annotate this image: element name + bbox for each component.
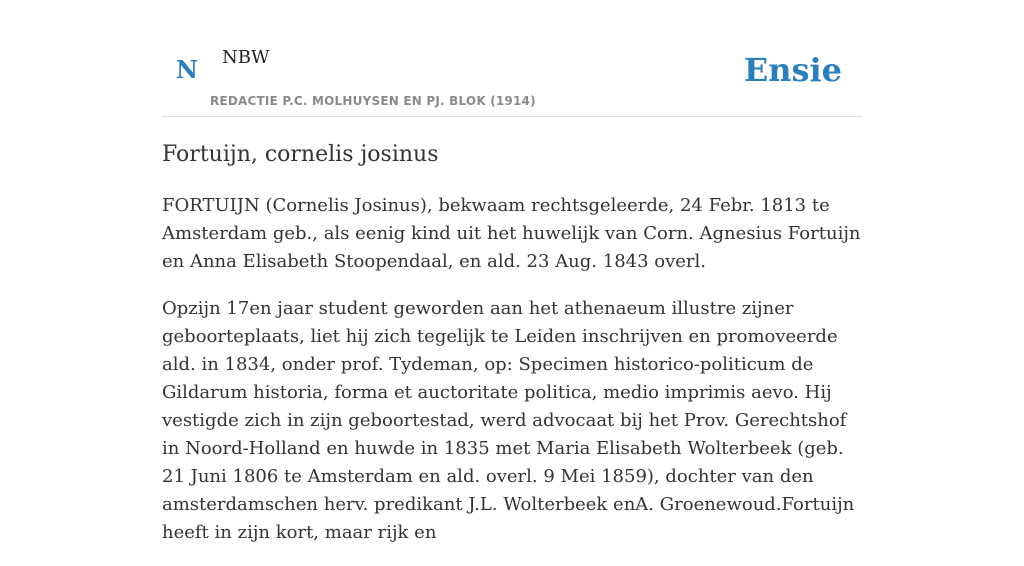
article-body bbox=[162, 192, 862, 566]
source-name[interactable]: NBW bbox=[222, 47, 270, 68]
article-title: Fortuijn, cornelis josinus bbox=[162, 142, 439, 167]
source-logo[interactable]: N bbox=[176, 55, 198, 84]
header bbox=[162, 0, 862, 117]
source-subtitle: REDACTIE P.C. MOLHUYSEN EN PJ. BLOK (1914) bbox=[210, 94, 536, 108]
article-paragraph: Opzijn 17en jaar student geworden aan het athenaeum illustre zijner geboorteplaats, liet hij zich tegelijk te Leiden inschrijven en promoveerde ald. in 1834, onder prof. Tydeman, op: Specimen historico-politicum de Gildarum historia, forma et auctoritate politica, medio imprimis aevo. Hij vestigde zich in zijn geboortestad, werd advocaat bij het Prov. Gerechtshof in Noord-Holland en huwde in 1835 met Maria Elisabeth Wolterbeek (geb. 21 Juni 1806 te Amsterdam en ald. overl. 9 Mei 1859), dochter van den amsterdamschen herv. predikant J.L. Wolterbeek enA. Groenewoud.Fortuijn heeft in zijn kort, maar rijk en bbox=[162, 298, 855, 543]
article-paragraph: FORTUIJN (Cornelis Josinus), bekwaam rechtsgeleerde, 24 Febr. 1813 te Amsterdam geb., als eenig kind uit het huwelijk van Corn. Agnesius Fortuijn en Anna Elisabeth Stoopendaal, en ald. 23 Aug. 1843 overl. bbox=[162, 195, 861, 272]
brand-logo-link[interactable]: Ensie bbox=[743, 51, 842, 89]
